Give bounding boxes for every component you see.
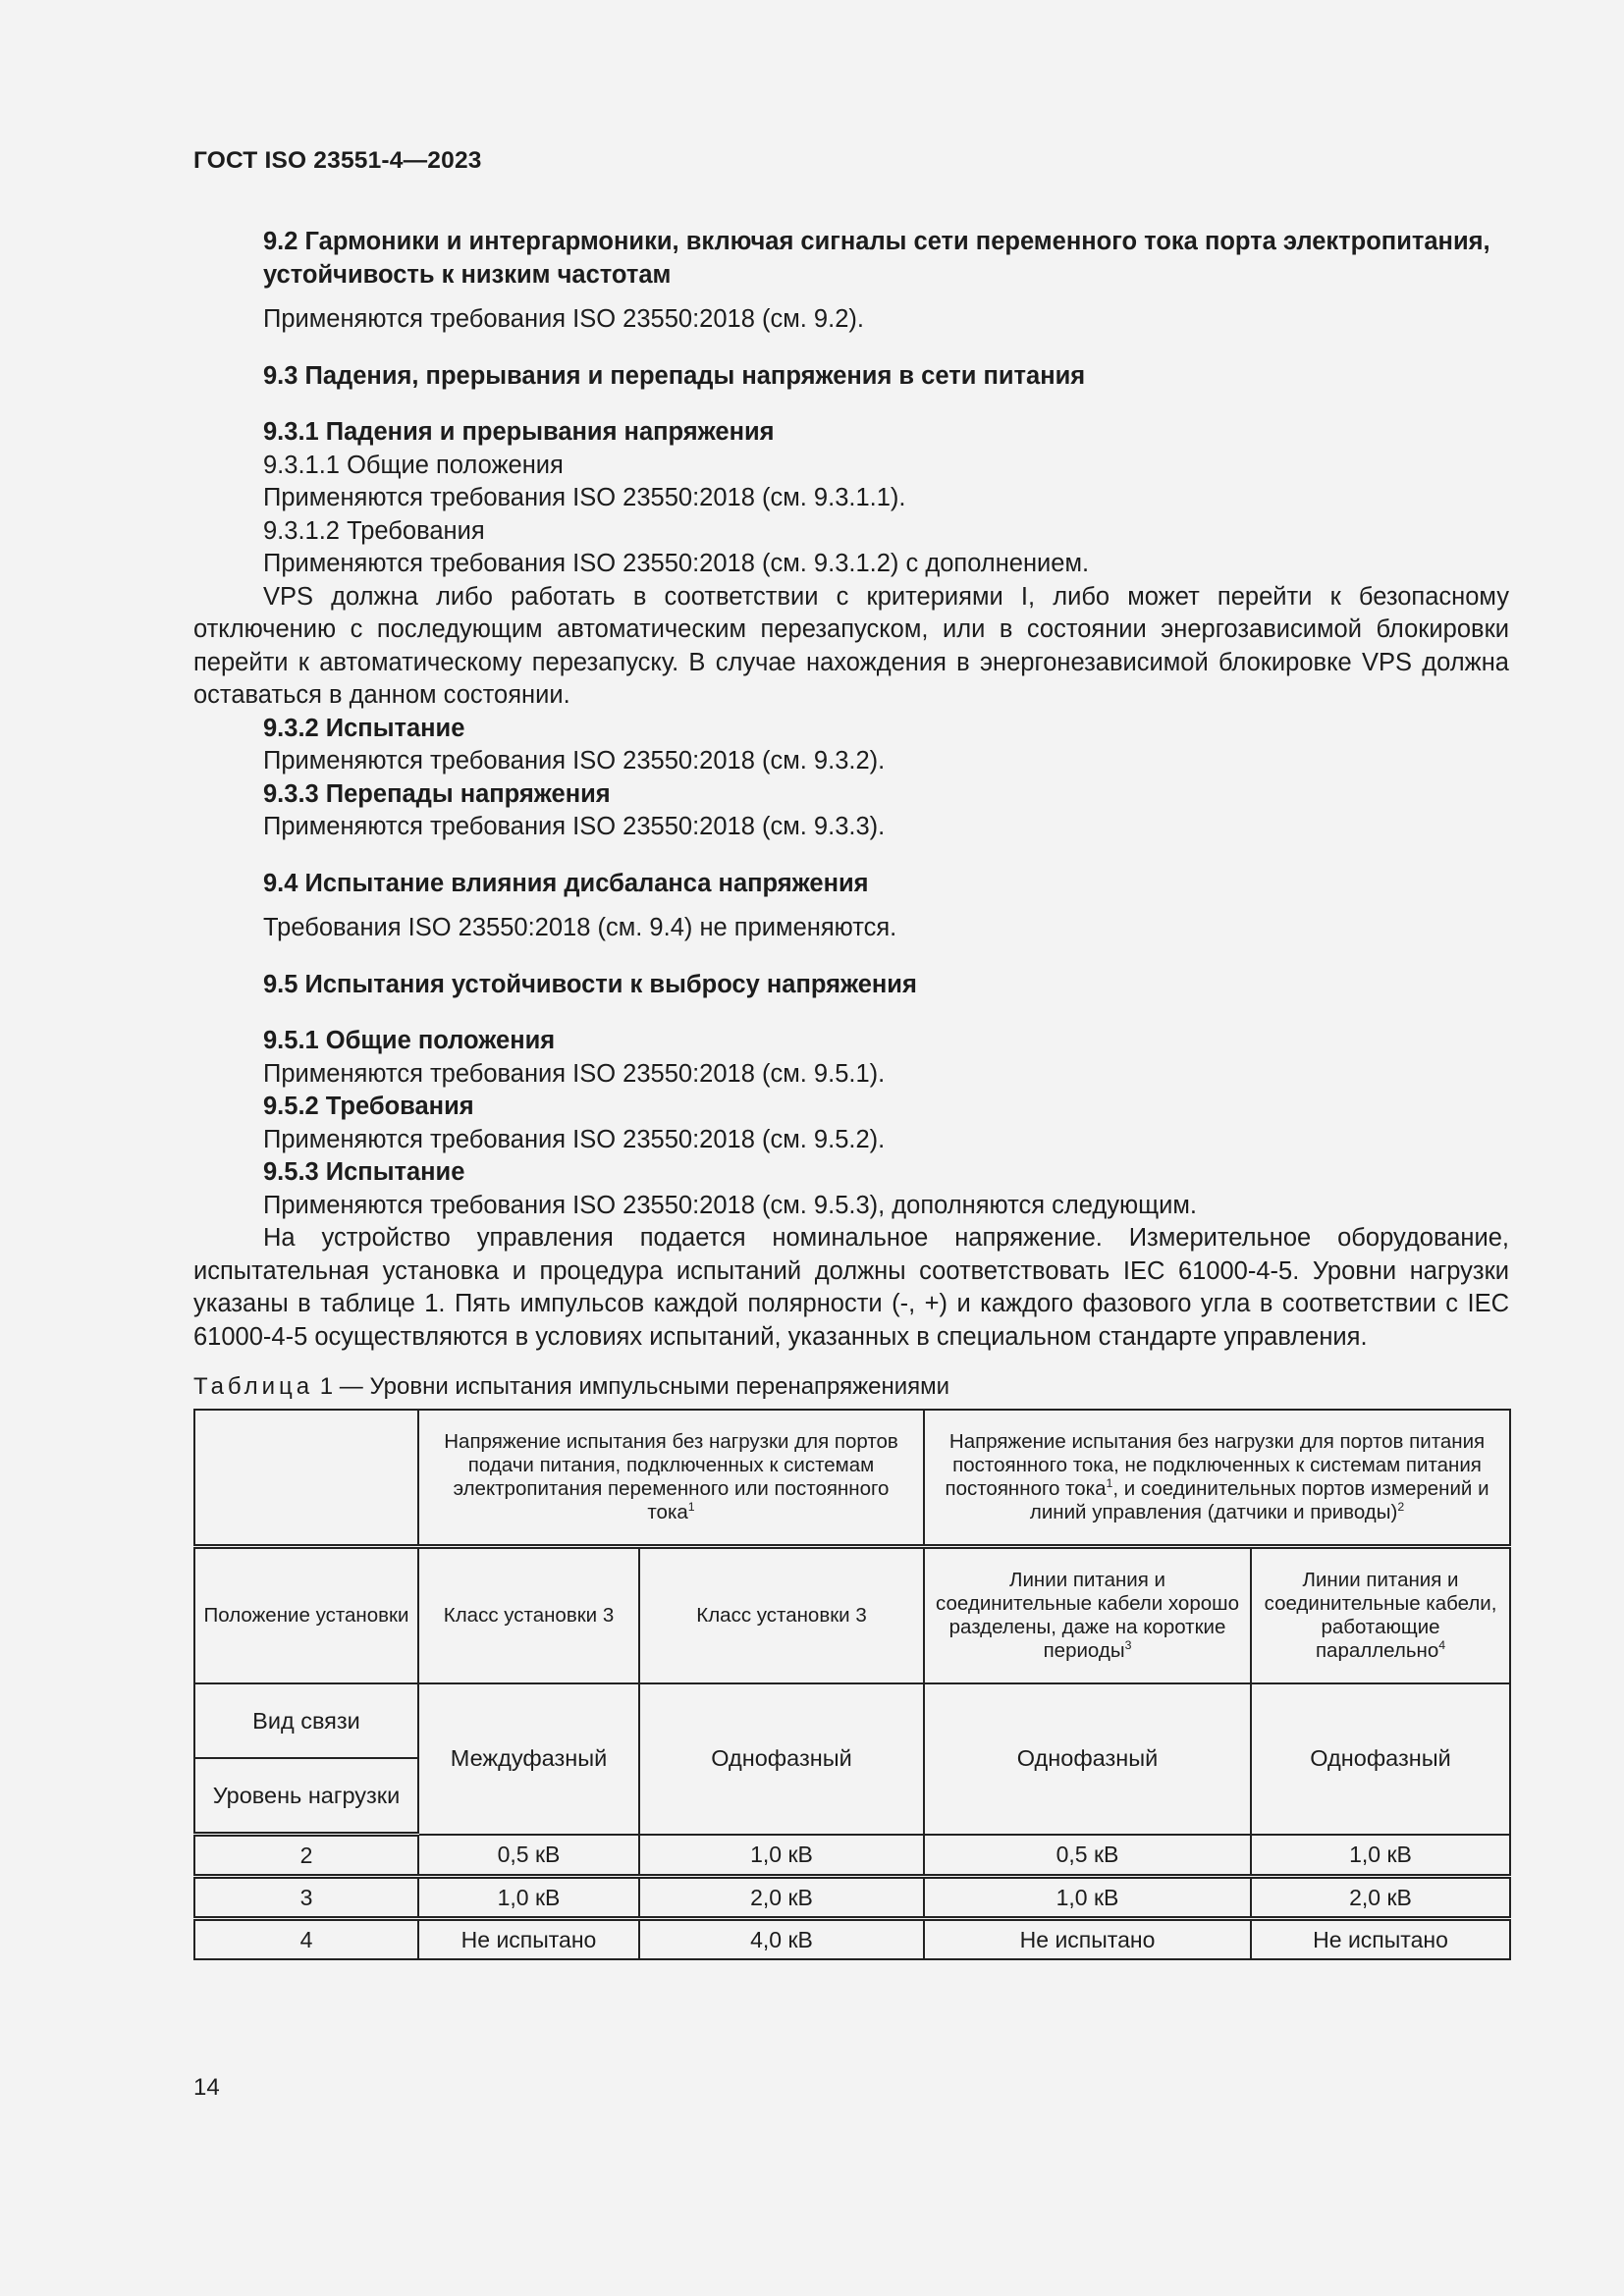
section-9-5-3-title: 9.5.3 Испытание [263,1158,465,1186]
table-cell: Не испытано [924,1919,1251,1960]
section-9-5-title: 9.5 Испытания устойчивости к выбросу напряжения [263,970,917,998]
lines-separated: Линии питания и соединительные кабели хорошо разделены, даже на короткие периоды$^3$ [924,1547,1251,1684]
section-9-2-title: 9.2 Гармоники и интергармоники, включая сигналы сети переменного тока порта электропитания, устойчивость к низким частотам [263,228,1490,289]
document-header: ГОСТ ISO 23551-4—2023 [193,147,482,174]
section-9-5-2-title: 9.5.2 Требования [263,1093,474,1120]
table-row [194,1835,1510,1877]
section-9-3-2-title: 9.3.2 Испытание [263,714,465,742]
table-cell: 1,0 кВ [639,1835,924,1877]
section-9-3-1-2-text: Применяются требования ISO 23550:2018 (см. 9.3.1.2) с дополнением. [263,550,1090,577]
coupling-value: Однофазный [924,1683,1251,1835]
table-cell: 2,0 кВ [1251,1877,1510,1919]
section-9-3-2-text: Применяются требования ISO 23550:2018 (см. 9.3.2). [263,747,886,774]
section-9-5-1-title: 9.5.1 Общие положения [263,1027,556,1054]
section-9-3-3-title: 9.3.3 Перепады напряжения [263,779,611,808]
table-cell: Не испытано [418,1919,639,1960]
section-9-5-2-text: Применяются требования ISO 23550:2018 (см. 9.5.2). [263,1125,886,1153]
section-9-4-text: Требования ISO 23550:2018 (см. 9.4) не применяются. [263,914,897,941]
install-position-label: Положение установки [194,1547,418,1684]
section-9-3-1-title: 9.3.1 Падения и прерывания напряжения [263,418,775,446]
install-class-1: Класс установки 3 [418,1547,639,1684]
table-row [194,1919,1510,1960]
section-9-3-3-text: Применяются требования ISO 23550:2018 (см. 9.3.3). [263,813,886,840]
coupling-value: Междуфазный [418,1683,639,1835]
table-caption-prefix: Таблица [193,1373,314,1400]
table-row [194,1877,1510,1919]
header-dc-ports: Напряжение испытания без нагрузки для портов питания постоянного тока, не подключенных к системам питания постоянного тока$^1$, и соединительных портов измерений и линий управления (датчики и приводы)$^2$ [924,1410,1510,1547]
table-cell: 0,5 кВ [418,1835,639,1877]
coupling-value: Однофазный [639,1683,924,1835]
table-cell: 4 [194,1919,418,1960]
table-header-row [194,1410,1510,1547]
coupling-label: Вид связи [194,1683,418,1758]
table-cell: 2 [194,1835,418,1877]
table-corner-cell [194,1410,418,1547]
section-9-5-1-text: Применяются требования ISO 23550:2018 (см. 9.5.1). [263,1059,886,1088]
table-coupling-row [194,1683,1510,1758]
section-9-3-1-2-title: 9.3.1.2 Требования [263,516,485,545]
section-9-3-1-1-text: Применяются требования ISO 23550:2018 (см. 9.3.1.1). [263,484,906,511]
section-9-5-3-paragraph: На устройство управления подается номинальное напряжение. Измерительное оборудование, испытательная установка и процедура испытаний должны соответствовать IEC 61000-4-5. Уровни нагрузки указаны в таблице 1. Пять импульсов каждой полярности (-, +) и каждого фазового угла в соответствии с IEC 61000-4-5 осуществляются в условиях испытаний, указанных в специальном стандарте управления. [193,1224,1509,1351]
table-cell: 3 [194,1877,418,1919]
section-9-2-text: Применяются требования ISO 23550:2018 (см. 9.2). [263,305,864,333]
table-cell: 2,0 кВ [639,1877,924,1919]
page-content [193,147,1509,1960]
header-ac-ports: Напряжение испытания без нагрузки для портов подачи питания, подключенных к системам электропитания переменного или постоянного тока$^1$ [418,1410,924,1547]
install-class-2: Класс установки 3 [639,1547,924,1684]
table-caption-text: 1 — Уровни испытания импульсными перенапряжениями [313,1373,950,1400]
section-9-5-3-text: Применяются требования ISO 23550:2018 (см. 9.5.3), дополняются следующим. [263,1191,1198,1219]
section-9-3-1-2-paragraph: VPS должна либо работать в соответствии с критериями I, либо может перейти к безопасному отключению с последующим автоматическим перезапуском, или в состоянии энергозависимой блокировки перейти к автоматическому перезапуску. В случае нахождения в энергонезависимой блокировке VPS должна оставаться в данном состоянии. [193,582,1509,709]
table-cell: Не испытано [1251,1919,1510,1960]
lines-parallel: Линии питания и соединительные кабели, работающие параллельно$^4$ [1251,1547,1510,1684]
table-install-row [194,1547,1510,1684]
coupling-value: Однофазный [1251,1683,1510,1835]
table-cell: 4,0 кВ [639,1919,924,1960]
section-9-3-title: 9.3 Падения, прерывания и перепады напряжения в сети питания [263,361,1086,390]
section-9-4-title: 9.4 Испытание влияния дисбаланса напряжения [263,869,869,897]
section-9-3-1-1-title: 9.3.1.1 Общие положения [263,451,564,479]
page-number: 14 [193,2074,220,2101]
table-cell: 1,0 кВ [1251,1835,1510,1877]
load-level-label: Уровень нагрузки [194,1758,418,1835]
table-caption [193,1373,1509,1401]
table-cell: 1,0 кВ [418,1877,639,1919]
surge-levels-table [193,1409,1511,1960]
table-cell: 0,5 кВ [924,1835,1251,1877]
table-cell: 1,0 кВ [924,1877,1251,1919]
